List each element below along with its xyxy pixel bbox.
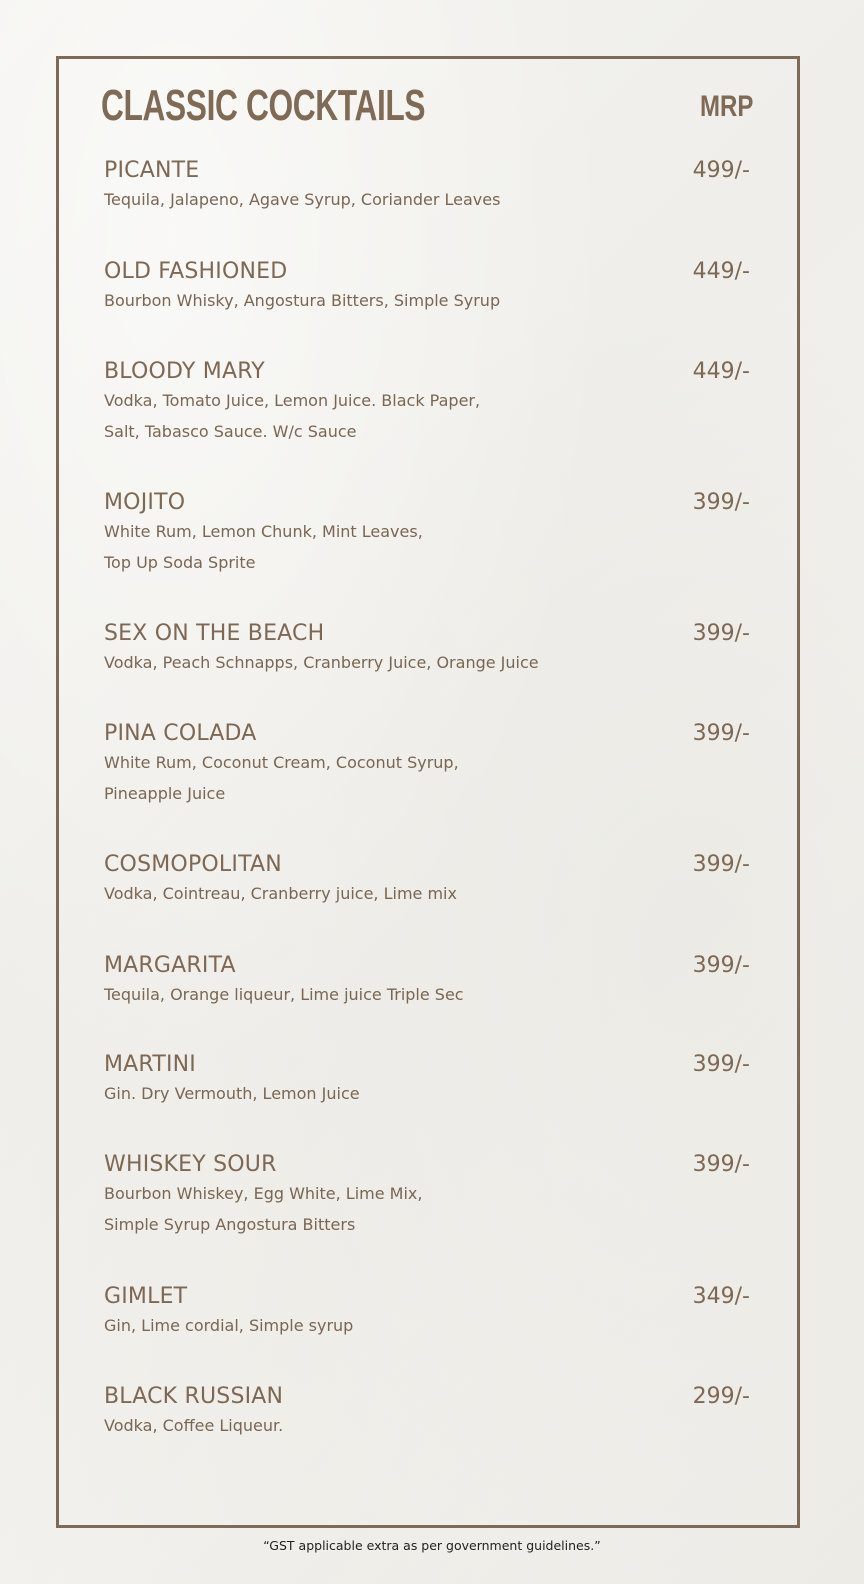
item-description: [104, 184, 764, 215]
description-line: Tequila, Orange liqueur, Lime juice Triple Sec: [104, 985, 464, 1004]
item-name: COSMOPOLITAN: [104, 852, 282, 877]
menu-item: [104, 158, 764, 215]
menu-item: [104, 1384, 764, 1441]
item-description: [104, 647, 764, 678]
description-line: Top Up Soda Sprite: [104, 553, 256, 572]
description-line: White Rum, Lemon Chunk, Mint Leaves,: [104, 522, 423, 541]
item-name: BLOODY MARY: [104, 359, 265, 384]
item-price: 499/-: [692, 158, 750, 183]
item-description: [104, 1178, 764, 1240]
description-line: Bourbon Whiskey, Egg White, Lime Mix,: [104, 1184, 423, 1203]
item-description: [104, 285, 764, 316]
menu-item: [104, 1052, 764, 1109]
item-price: 399/-: [692, 721, 750, 746]
item-name: PINA COLADA: [104, 721, 257, 746]
item-name: PICANTE: [104, 158, 200, 183]
description-line: Salt, Tabasco Sauce. W/c Sauce: [104, 422, 357, 441]
item-description: [104, 1078, 764, 1109]
item-price: 399/-: [692, 621, 750, 646]
item-description: [104, 747, 764, 809]
item-price: 349/-: [692, 1284, 750, 1309]
menu-item: [104, 721, 764, 809]
item-name: WHISKEY SOUR: [104, 1152, 277, 1177]
price-column-header: MRP: [700, 90, 754, 123]
description-line: White Rum, Coconut Cream, Coconut Syrup,: [104, 753, 459, 772]
item-price: 399/-: [692, 953, 750, 978]
description-line: Vodka, Coffee Liqueur.: [104, 1416, 284, 1435]
item-price: 399/-: [692, 1052, 750, 1077]
item-name: GIMLET: [104, 1284, 188, 1309]
description-line: Vodka, Peach Schnapps, Cranberry Juice, Orange Juice: [104, 653, 539, 672]
description-line: Vodka, Cointreau, Cranberry juice, Lime mix: [104, 884, 457, 903]
description-line: Gin. Dry Vermouth, Lemon Juice: [104, 1084, 360, 1103]
description-line: Vodka, Tomato Juice, Lemon Juice. Black Paper,: [104, 391, 481, 410]
item-name: MARTINI: [104, 1052, 196, 1077]
item-description: [104, 385, 764, 447]
item-name: BLACK RUSSIAN: [104, 1384, 284, 1409]
description-line: Gin, Lime cordial, Simple syrup: [104, 1316, 354, 1335]
menu-item: [104, 259, 764, 316]
item-description: [104, 979, 764, 1010]
item-price: 449/-: [692, 259, 750, 284]
item-description: [104, 1410, 764, 1441]
description-line: Bourbon Whisky, Angostura Bitters, Simple Syrup: [104, 291, 501, 310]
menu-item: [104, 852, 764, 909]
item-price: 449/-: [692, 359, 750, 384]
menu-item: [104, 490, 764, 578]
gst-footnote: “GST applicable extra as per government guidelines.”: [263, 1538, 601, 1553]
menu-item: [104, 621, 764, 678]
item-price: 399/-: [692, 490, 750, 515]
item-name: MARGARITA: [104, 953, 236, 978]
item-name: SEX ON THE BEACH: [104, 621, 325, 646]
item-name: OLD FASHIONED: [104, 259, 288, 284]
menu-item: [104, 953, 764, 1010]
item-name: MOJITO: [104, 490, 186, 515]
item-description: [104, 878, 764, 909]
description-line: Tequila, Jalapeno, Agave Syrup, Coriander Leaves: [104, 190, 501, 209]
menu-item: [104, 1152, 764, 1240]
item-description: [104, 1310, 764, 1341]
description-line: Simple Syrup Angostura Bitters: [104, 1215, 356, 1234]
item-description: [104, 516, 764, 578]
menu-item: [104, 359, 764, 447]
menu-title: CLASSIC COCKTAILS: [101, 81, 426, 130]
item-price: 299/-: [692, 1384, 750, 1409]
item-price: 399/-: [692, 852, 750, 877]
menu-item: [104, 1284, 764, 1341]
description-line: Pineapple Juice: [104, 784, 226, 803]
item-price: 399/-: [692, 1152, 750, 1177]
